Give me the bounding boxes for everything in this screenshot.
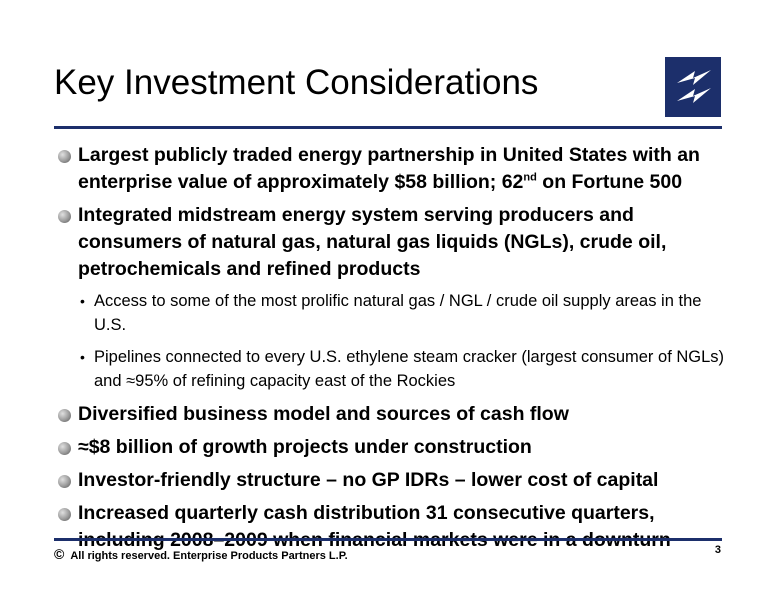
bullet-text: Largest publicly traded energy partnership in United States with an enterprise value of approximately $58 billion; 62 xyxy=(78,144,700,193)
bullet-dot-icon xyxy=(58,442,71,455)
sub-bullet-dot-icon: • xyxy=(80,349,85,365)
bullet-dot-icon xyxy=(58,210,71,223)
copyright-icon: © xyxy=(54,546,65,562)
enterprise-logo-icon xyxy=(665,57,721,117)
ordinal-suffix: nd xyxy=(523,171,537,184)
bullet-text: on Fortune 500 xyxy=(536,171,683,193)
bullet-text: Diversified business model and sources of cash flow xyxy=(78,403,569,425)
sub-bullet-text: Pipelines connected to every U.S. ethylene steam cracker (largest consumer of NGLs) and ≈95% of refining capacity east of the Rockies xyxy=(94,348,725,390)
bullet-enterprise-value xyxy=(58,142,728,196)
bullet-text: Investor-friendly structure – no GP IDRs – lower cost of capital xyxy=(78,469,659,491)
bullet-integrated-system xyxy=(58,202,728,283)
bullet-dot-icon xyxy=(58,475,71,488)
bullet-dot-icon xyxy=(58,409,71,422)
bullet-dot-icon xyxy=(58,150,71,163)
sub-bullet-dot-icon: • xyxy=(80,293,85,309)
bullet-text: Increased quarterly cash distribution 31 consecutive quarters, xyxy=(78,502,655,524)
footer-text: All rights reserved. Enterprise Products Partners L.P. xyxy=(70,550,348,562)
bullet-text: ≈$8 billion of growth projects under construction xyxy=(78,436,532,458)
footer xyxy=(54,547,348,563)
bullet-diversified-model xyxy=(58,401,728,428)
title-divider xyxy=(54,126,722,129)
footer-divider xyxy=(54,538,722,541)
sub-bullet-supply-areas xyxy=(66,289,728,337)
slide-title: Key Investment Considerations xyxy=(54,63,539,102)
sub-bullet-text: Access to some of the most prolific natural gas / NGL / crude oil supply areas in the U.S. xyxy=(94,292,702,334)
bullet-investor-structure xyxy=(58,467,728,494)
sub-bullet-pipelines xyxy=(66,345,728,393)
slide-body xyxy=(58,142,728,560)
bullet-growth-projects xyxy=(58,434,728,461)
page-number: 3 xyxy=(714,544,721,556)
bullet-text: Integrated midstream energy system serving producers and consumers of natural gas, natural gas liquids (NGLs), crude oil, petrochemicals and refined products xyxy=(78,204,667,280)
bullet-dot-icon xyxy=(58,508,71,521)
bullet-cash-distribution xyxy=(58,500,728,554)
lightning-bolt-icon xyxy=(665,57,721,117)
